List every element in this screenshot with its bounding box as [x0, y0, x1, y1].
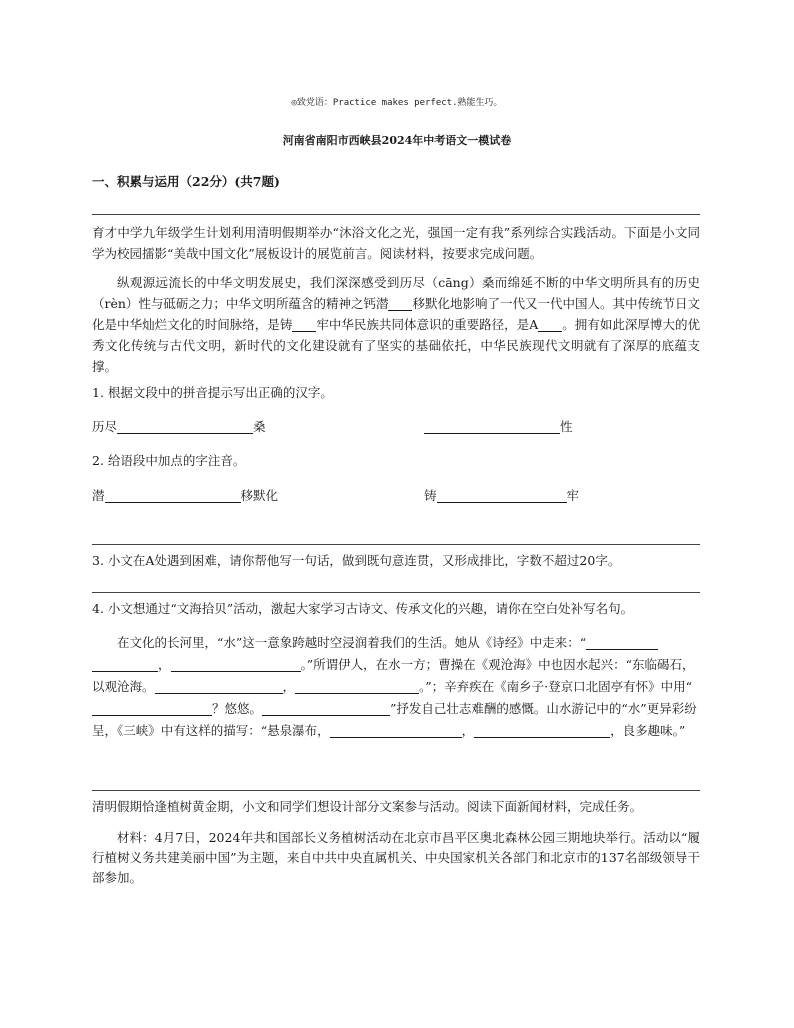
label: 铸 [424, 488, 437, 503]
answer-blank[interactable] [295, 679, 419, 694]
divider [92, 790, 700, 791]
answer-blank[interactable] [492, 723, 610, 738]
question-2-prompt: 2. 给语段中加点的字注音。 [92, 453, 246, 468]
label: 历尽 [92, 419, 118, 434]
divider [92, 592, 700, 593]
question-2-right [424, 487, 579, 505]
answer-blank[interactable] [330, 723, 462, 738]
label: 牢 [566, 488, 580, 503]
question-3-prompt: 3. 小文在A处遇到困难，请你帮他写一句话，做到既句意连贯，又形成排比，字数不超过20字。 [92, 553, 621, 568]
label: 移默化 [240, 488, 279, 503]
answer-blank[interactable] [424, 419, 560, 434]
divider [92, 544, 700, 545]
question-1-prompt: 1. 根据文段中的拼音提示写出正确的汉字。 [92, 385, 333, 400]
divider [92, 214, 700, 215]
answer-blank[interactable] [262, 701, 390, 716]
passage-paragraph [92, 272, 700, 377]
label: 性 [560, 419, 573, 434]
answer-blank[interactable] [117, 419, 253, 434]
passage-text: ， [282, 679, 296, 694]
motto-line: ◎致党语：Practice makes perfect.熟能生巧。 [291, 98, 503, 108]
passage-text: 。拥有如此深厚博大的优秀文化传统与古代文明，新时代的文化建设就有了坚实的基础依托，中华民族现代文明就有了深厚的底蕴支撑。 [92, 317, 700, 374]
answer-blank[interactable] [586, 635, 658, 650]
passage-text: 。”所谓伊人，在水一方；曹操在《观沧海》中也因水起兴：“东临碣石，以观沧海。 [92, 657, 695, 694]
answer-blank[interactable] [105, 488, 241, 503]
material-intro: 清明假期恰逢植树黄金期，小文和同学们想设计部分文案参与活动。阅读下面新闻材料，完成任务。 [92, 799, 643, 814]
passage-text: 纵观源远流长的中华文明发展史，我们深深感受到历尽（cāng）桑而绵延不断的中华文明所具有的历史（rèn）性与砥砺之力；中华文明所蕴含的精神之钙潜 [92, 275, 700, 311]
passage-text: ， [461, 723, 475, 738]
answer-blank[interactable] [92, 657, 158, 672]
section-heading: 一、积累与运用（22分）(共7题) [92, 174, 280, 189]
material-text: 材料：4月7日，2024年共和国部长义务植树活动在北京市昌平区奥北森林公园三期地块举行。活动以“履行植树义务共建美丽中国”为主题，来自中共中央直属机关、中央国家机关各部门和北京市的137名部级领导干部参加。 [92, 830, 700, 885]
passage-text: ”抒发自己壮志难酬的感慨。山水游记中的“水”更异彩纷呈，《三峡》中有这样的描写：“悬泉瀑布， [92, 701, 697, 738]
passage-text: 牢中华民族共同体意识的重要路径，是A [316, 317, 539, 332]
question-1-left [92, 418, 266, 436]
answer-blank[interactable] [292, 317, 316, 332]
answer-blank-a[interactable] [538, 317, 562, 332]
question-2-left [92, 487, 278, 505]
passage-text: 。”；辛弃疾在《南乡子·登京口北固亭有怀》中用“ [419, 679, 693, 694]
label: 潜 [92, 488, 105, 503]
answer-blank[interactable] [437, 488, 567, 503]
question-4-prompt: 4. 小文想通过“文海拾贝”活动，激起大家学习古诗文、传承文化的兴趣，请你在空白处补写名句。 [92, 601, 634, 616]
answer-blank[interactable] [155, 679, 283, 694]
passage-text: ， [158, 657, 171, 672]
passage-text: 移默化地影响了一代又一代中国人。其中传统节日文化是中华灿烂文化的时间脉络，是铸 [92, 296, 700, 332]
exam-title: 河南省南阳市西峡县2024年中考语文一模试卷 [282, 134, 512, 147]
passage-text: ？悠悠。 [212, 701, 263, 716]
passage-text: ，良多趣味。” [610, 723, 686, 738]
passage-text: 在文化的长河里，“水”这一意象跨越时空浸润着我们的生活。她从《诗经》中走来：“ [117, 635, 587, 650]
answer-blank[interactable] [388, 296, 412, 311]
answer-blank[interactable] [474, 723, 492, 738]
label: 桑 [253, 419, 266, 434]
intro-paragraph: 育才中学九年级学生计划利用清明假期举办“沐浴文化之光，强国一定有我”系列综合实践活动。下面是小文同学为校园擂影“美哉中国文化”展板设计的展览前言。阅读材料，按要求完成问题。 [92, 225, 700, 261]
answer-blank[interactable] [171, 657, 301, 672]
question-1-right [424, 418, 573, 436]
question-4-passage [92, 632, 700, 742]
answer-blank[interactable] [92, 701, 212, 716]
